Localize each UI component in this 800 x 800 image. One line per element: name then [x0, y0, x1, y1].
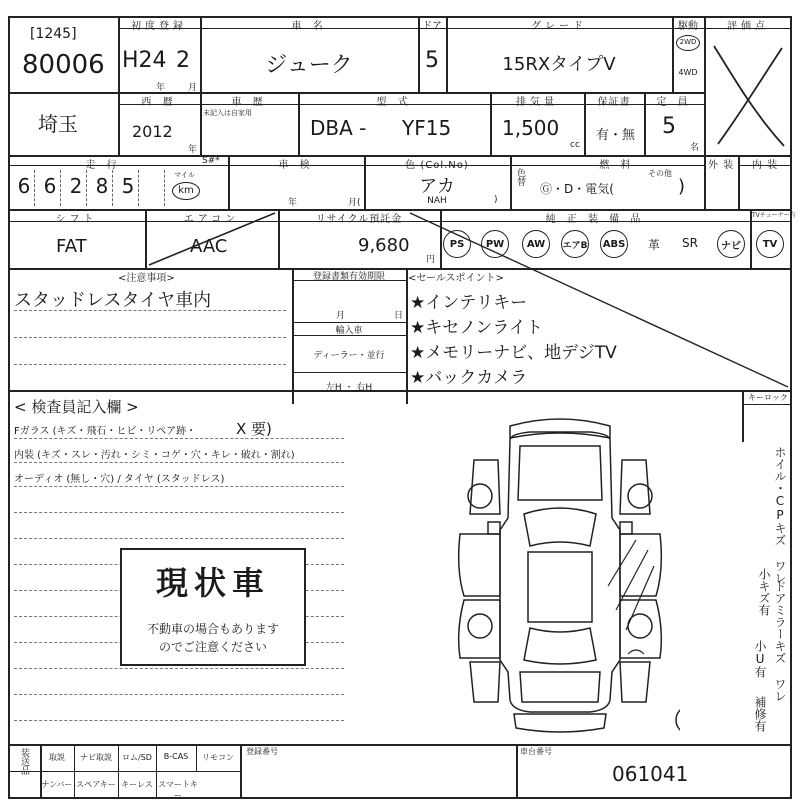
equip-abs-text: ABS	[602, 238, 626, 250]
handle-side: 左H ・ 右H	[325, 383, 373, 393]
prefecture: 埼玉	[38, 112, 78, 136]
s-label: S#*	[202, 156, 220, 166]
color-code: NAH	[427, 196, 447, 206]
capacity-unit: 名	[690, 143, 700, 153]
first-reg-month: 2	[176, 48, 190, 73]
accessory-remote: リモコン	[202, 753, 234, 762]
sales-strike-mark	[406, 209, 792, 391]
accessory-bcas: B-CAS	[163, 752, 189, 761]
year-label: 西 暦	[141, 97, 177, 108]
equip-sr: SR	[682, 236, 698, 250]
side-note-small-dent: 小U有	[753, 640, 767, 678]
mileage-digit-5: 5	[121, 174, 135, 198]
equip-leather: 革	[647, 238, 660, 252]
notes-line-1: スタッドレスタイヤ車内	[14, 290, 212, 311]
accessory-keyless: キーレス	[121, 780, 153, 789]
displacement: 1,500	[502, 116, 560, 140]
fuel-close: )	[678, 176, 686, 197]
side-note-repair: 補修有	[753, 696, 767, 732]
stamp-note-2: のでご注意ください	[158, 640, 267, 654]
equip-pw-text: PW	[485, 238, 505, 250]
side-note-wheel: ホイル・CPキズ ワレ	[773, 446, 787, 584]
as-is-stamp	[120, 548, 306, 666]
shift-label: シフト	[55, 214, 98, 225]
accessory-navi-manual: ナビ取説	[80, 753, 112, 762]
equipment-label: 純 正 装 備 品	[545, 214, 645, 225]
stamp-title: 現状車	[155, 564, 270, 602]
sales-point-2: ★キセノンライト	[410, 318, 543, 338]
car-damage-diagram	[440, 410, 680, 740]
color-change: 色替	[515, 168, 525, 186]
grade: 15RXタイプV	[502, 54, 616, 75]
recycle-label: リサイクル預託金	[315, 214, 403, 225]
year-unit: 年	[156, 83, 166, 93]
exterior-label: 外 装	[707, 160, 735, 171]
mileage-digit-3: 2	[69, 174, 83, 198]
accessory-smart-key: スマートキー	[158, 780, 198, 800]
notes-label: <注意事項>	[118, 273, 175, 284]
shift: FAT	[56, 236, 87, 257]
equip-navi-text: ナビ	[721, 240, 741, 252]
inspection-year-unit: 年	[288, 198, 298, 208]
key-lock-label: キーロック	[748, 393, 788, 402]
history-label: 車 歴	[231, 97, 267, 108]
inspector-line-1: Fガラス (キズ・飛石・ヒビ・リペア跡・	[14, 426, 197, 437]
equip-airbag-text: エアB	[562, 240, 588, 251]
sales-label: <セールスポイント>	[408, 273, 504, 284]
sales-point-4: ★バックカメラ	[410, 368, 528, 388]
door-count: 5	[425, 48, 439, 73]
door-label: ドア	[422, 21, 442, 32]
import-label: 輸入車	[335, 326, 363, 336]
model-year-unit: 年	[188, 145, 198, 155]
drive-2wd-text: 2WD	[679, 38, 697, 46]
km-unit	[172, 182, 200, 200]
color-close: )	[494, 195, 498, 205]
inspector-line-1-mark: X 要)	[236, 420, 272, 438]
month-unit: 月	[188, 83, 198, 93]
model-year: 2012	[132, 122, 173, 141]
grade-label: グレード	[531, 21, 587, 32]
accessory-manual: 取説	[49, 753, 65, 762]
warranty: 有・無	[596, 128, 636, 143]
side-note-small-scratch: 小キズ有	[757, 568, 771, 616]
drive-4wd: 4WD	[678, 68, 698, 77]
fuel: Ⓖ・D・電気(	[540, 182, 614, 196]
lot-number: [1245]	[30, 26, 77, 42]
fuel-label: 燃 料	[599, 160, 635, 171]
inspection-month-unit: 月(	[348, 198, 361, 208]
recycle-fee: 9,680	[358, 235, 410, 256]
sales-point-3: ★メモリーナビ、地デジTV	[410, 343, 617, 363]
chassis-label: 車台番号	[520, 747, 552, 756]
inspector-label: < 検査員記入欄 >	[14, 398, 139, 416]
inspection-label: 車 検	[278, 160, 314, 171]
first-reg-label: 初度登録	[131, 21, 187, 32]
model-prefix: DBA -	[310, 116, 367, 140]
mileage-digit-4: 8	[95, 174, 109, 198]
accessory-rom-sd: ロム/SD	[122, 753, 152, 762]
inspector-line-3: オーディオ (無し・穴) / タイヤ (スタッドレス)	[14, 474, 225, 485]
car-name-label: 車 名	[291, 21, 327, 32]
cc-unit: cc	[570, 140, 580, 150]
inspector-line-2: 内装 (キズ・スレ・汚れ・シミ・コゲ・穴・キレ・破れ・割れ)	[14, 450, 295, 461]
stamp-note-1: 不動車の場合もあります	[146, 622, 279, 636]
interior-label: 内 装	[751, 160, 779, 171]
displacement-label: 排気量	[516, 97, 558, 108]
import-value: ディーラー・並行	[313, 351, 385, 361]
accessory-number-plate: ナンバー	[41, 780, 73, 789]
equip-aw-text: AW	[526, 238, 546, 250]
ac: AAC	[190, 236, 228, 257]
drive-2wd	[676, 35, 700, 51]
capacity-label: 定 員	[656, 97, 692, 108]
listing-number: 80006	[22, 50, 105, 80]
sales-point-1: ★インテリキー	[410, 293, 528, 313]
capacity: 5	[662, 114, 676, 139]
chassis-number: 061041	[612, 762, 689, 786]
warranty-label: 保証書	[597, 97, 631, 108]
accessory-column-label: 装送品	[19, 748, 29, 775]
car-name: ジューク	[265, 53, 353, 78]
eval-cross-mark	[704, 28, 792, 155]
model-label: 型 式	[376, 97, 412, 108]
fuel-other: その他	[648, 169, 672, 178]
yen-unit: 円	[426, 255, 436, 265]
mileage-digit-2: 6	[43, 174, 57, 198]
color-label: 色 (Col.No)	[405, 160, 469, 171]
km-unit-text: km	[178, 185, 194, 196]
accessory-spare-key: スペアキー	[76, 780, 116, 789]
eval-label: 評価点	[727, 21, 769, 32]
side-note-mirror: ドアミラーキズ ワレ	[773, 580, 787, 702]
ac-strike-mark	[145, 209, 278, 268]
mile-unit-top: マイル	[174, 171, 195, 179]
tv-tuner-label: TVチューナー有	[752, 212, 796, 219]
equip-ps-text: PS	[449, 238, 465, 250]
color: アカ	[419, 176, 455, 197]
equip-tv-text: TV	[762, 238, 778, 250]
reg-doc-month: 月	[336, 311, 346, 321]
drive-label: 駆動	[678, 21, 698, 32]
reg-doc-label: 登録書類有効期限	[312, 272, 385, 282]
mileage-label: 走 行	[85, 160, 121, 171]
ac-label: エアコン	[183, 214, 240, 225]
model-code: YF15	[402, 116, 452, 140]
reg-doc-day: 日	[394, 311, 404, 321]
reg-number-label: 登録番号	[246, 747, 278, 756]
mileage-digit-1: 6	[17, 174, 31, 198]
history-note: 未記入は自家用	[203, 109, 252, 117]
first-reg-era: H24	[122, 48, 167, 73]
